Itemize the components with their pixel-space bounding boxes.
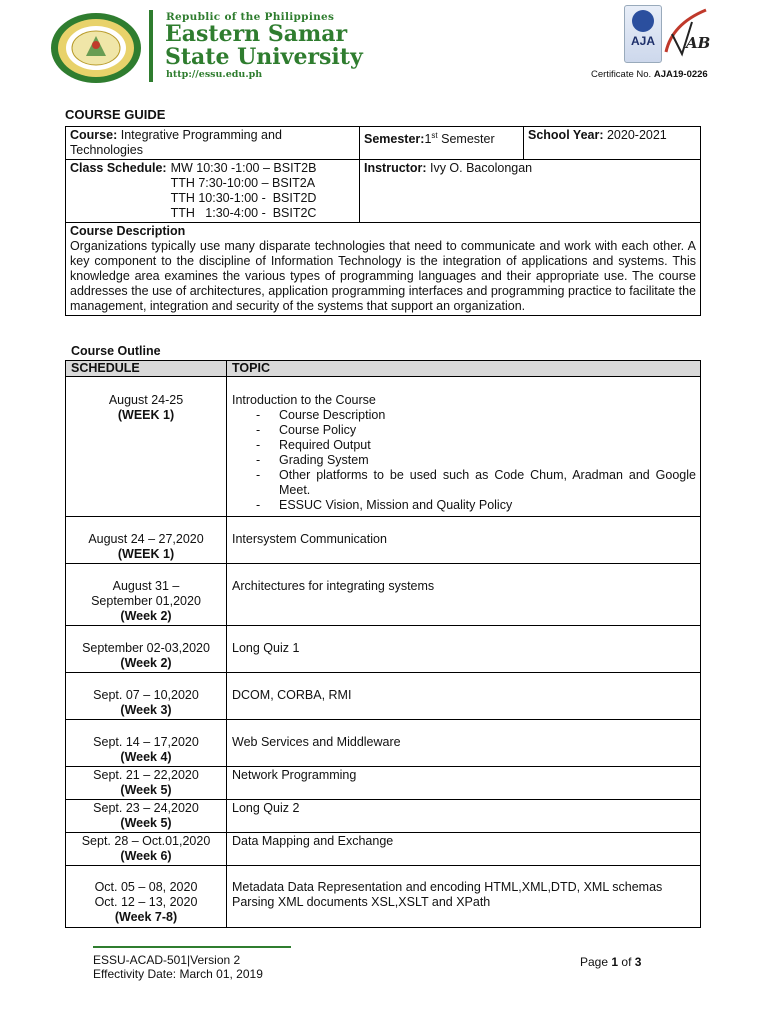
header-divider: [149, 10, 153, 82]
course-description-text: Organizations typically use many disparate technologies that need to communicate and work with each other. A key component to the discipline of Information Technology is the integration of applications and systems. This knowledge area examines the various types of programming languages and their appropriate use. The course addresses the use of architectures, application programming interfaces and programming practice to facilitate the management, integration and security of the systems that support an organization.: [70, 239, 696, 313]
schedule-cell: [66, 720, 227, 767]
university-name-line2: State University: [165, 44, 363, 70]
schedule-cell: [66, 517, 227, 564]
footer-divider: [93, 946, 291, 948]
schedule-cell: [66, 673, 227, 720]
university-seal-icon: [50, 12, 142, 84]
semester-label: Semester:: [364, 132, 425, 147]
schedule-cell: [66, 800, 227, 833]
course-info-table: [65, 126, 701, 316]
class-schedule-line: TTH 10:30-1:00 - BSIT2D: [170, 191, 317, 205]
svg-text:AB: AB: [686, 34, 711, 52]
republic-text: Republic of the Philippines: [166, 11, 335, 23]
page-number: [580, 955, 641, 969]
schedule-date: Sept. 23 – 24,2020: [93, 801, 199, 815]
table-row: [66, 866, 701, 928]
topic-text: Long Quiz 1: [232, 641, 300, 655]
table-row: [66, 626, 701, 673]
schedule-week: (Week 5): [120, 816, 172, 830]
document-code: ESSU-ACAD-501|Version 2: [93, 953, 241, 967]
topic-text: Metadata Data Representation and encoding HTML,XML,DTD, XML schemas Parsing XML documents XSL,XSLT and XPath: [232, 880, 663, 909]
schedule-cell: [66, 833, 227, 866]
schedule-week: (Week 2): [120, 609, 172, 623]
page-title: COURSE GUIDE: [65, 107, 166, 122]
course-cell: [66, 127, 360, 160]
school-year-label: School Year:: [528, 128, 604, 142]
school-year-value: 2020-2021: [606, 128, 667, 142]
topic-cell: [227, 866, 701, 928]
schedule-date: Oct. 05 – 08, 2020: [94, 880, 198, 894]
schedule-date: Sept. 07 – 10,2020: [93, 688, 199, 702]
topic-cell: [227, 800, 701, 833]
topic-cell: [227, 673, 701, 720]
certificate-label: Certificate No.: [591, 69, 652, 80]
schedule-date: Sept. 28 – Oct.01,2020: [81, 834, 211, 848]
page-of: of: [621, 955, 632, 969]
course-outline-title: Course Outline: [71, 344, 161, 358]
topic-text: Intersystem Communication: [232, 532, 387, 546]
schedule-date: September 02-03,2020: [82, 641, 210, 655]
class-schedule-line: TTH 1:30-4:00 - BSIT2C: [170, 206, 317, 220]
school-year-cell: [524, 127, 701, 160]
class-schedule-line: TTH 7:30-10:00 – BSIT2A: [170, 176, 316, 190]
course-value: Integrative Programming and Technologies: [70, 128, 282, 157]
page-total: 3: [634, 955, 642, 969]
schedule-week: (Week 6): [120, 849, 172, 863]
class-schedule-label: Class Schedule:: [70, 161, 167, 175]
schedule-week: (Week 7-8): [114, 910, 178, 924]
document-header: [0, 0, 768, 100]
course-label: Course:: [70, 128, 118, 142]
instructor-label: Instructor:: [364, 161, 427, 175]
instructor-cell: [360, 160, 701, 223]
topic-cell: [227, 377, 701, 517]
topic-subitems: [232, 408, 696, 513]
column-header-schedule: SCHEDULE: [66, 361, 227, 377]
schedule-week: (Week 5): [120, 783, 172, 797]
topic-text: Web Services and Middleware: [232, 735, 401, 749]
certificate-number: [591, 69, 708, 80]
course-description-title: Course Description: [70, 224, 186, 238]
schedule-date: Sept. 14 – 17,2020: [93, 735, 199, 749]
table-row: [66, 833, 701, 866]
certificate-value: AJA19-0226: [653, 69, 708, 80]
page-label: Page: [580, 955, 609, 969]
table-row: [66, 377, 701, 517]
university-url[interactable]: http://essu.edu.ph: [166, 69, 263, 80]
schedule-date: Sept. 21 – 22,2020: [93, 768, 199, 782]
class-schedule-cell: [66, 160, 360, 223]
topic-text: Network Programming: [232, 768, 357, 782]
schedule-date-second: Oct. 12 – 13, 2020: [94, 895, 198, 909]
topic-cell: [227, 564, 701, 626]
list-item: - Course Policy: [256, 423, 696, 438]
schedule-cell: [66, 564, 227, 626]
table-row: [66, 673, 701, 720]
semester-cell: [360, 127, 524, 160]
schedule-date: August 24-25: [108, 393, 184, 407]
table-row: [66, 564, 701, 626]
list-item: - ESSUC Vision, Mission and Quality Policy: [256, 498, 696, 513]
course-outline-table: [65, 360, 701, 928]
schedule-week: (Week 2): [120, 656, 172, 670]
page-current: 1: [611, 955, 619, 969]
schedule-week: (WEEK 1): [117, 408, 175, 422]
topic-cell: [227, 626, 701, 673]
table-row: [66, 767, 701, 800]
topic-text: Data Mapping and Exchange: [232, 834, 394, 848]
schedule-date: August 24 – 27,2020: [88, 532, 204, 546]
topic-cell: [227, 767, 701, 800]
schedule-week: (Week 3): [120, 703, 172, 717]
globe-icon: [632, 10, 654, 32]
table-row: [66, 517, 701, 564]
aja-certification-logo: [624, 5, 662, 63]
topic-text: Introduction to the Course: [232, 393, 376, 407]
list-item: - Other platforms to be used such as Code Chum, Aradman and Google Meet.: [256, 468, 696, 498]
topic-cell: [227, 517, 701, 564]
schedule-week: (Week 4): [120, 750, 172, 764]
schedule-cell: [66, 866, 227, 928]
topic-text: Architectures for integrating systems: [232, 579, 435, 593]
instructor-value: Ivy O. Bacolongan: [429, 161, 533, 175]
schedule-cell: [66, 767, 227, 800]
topic-cell: [227, 720, 701, 767]
topic-cell: [227, 833, 701, 866]
aja-mark: AJA: [630, 34, 655, 48]
class-schedule-list: [171, 161, 317, 221]
schedule-date: August 31 – September 01,2020: [91, 579, 201, 608]
table-row: [66, 720, 701, 767]
topic-text: DCOM, CORBA, RMI: [232, 688, 352, 702]
course-description-cell: [66, 223, 701, 316]
schedule-week: (WEEK 1): [117, 547, 175, 561]
schedule-cell: [66, 626, 227, 673]
semester-suffix: st: [431, 131, 438, 140]
list-item: - Required Output: [256, 438, 696, 453]
list-item: - Course Description: [256, 408, 696, 423]
class-schedule-line: MW 10:30 -1:00 – BSIT2B: [170, 161, 317, 175]
topic-text: Long Quiz 2: [232, 801, 300, 815]
column-header-topic: TOPIC: [227, 361, 701, 377]
university-name-line1: Eastern Samar: [165, 21, 348, 47]
schedule-cell: [66, 377, 227, 517]
semester-number: 1: [424, 132, 432, 147]
table-row: [66, 800, 701, 833]
accreditation-logo-icon: [662, 4, 712, 64]
effectivity-date: Effectivity Date: March 01, 2019: [93, 967, 263, 981]
list-item: - Grading System: [256, 453, 696, 468]
semester-word: Semester: [441, 132, 495, 147]
